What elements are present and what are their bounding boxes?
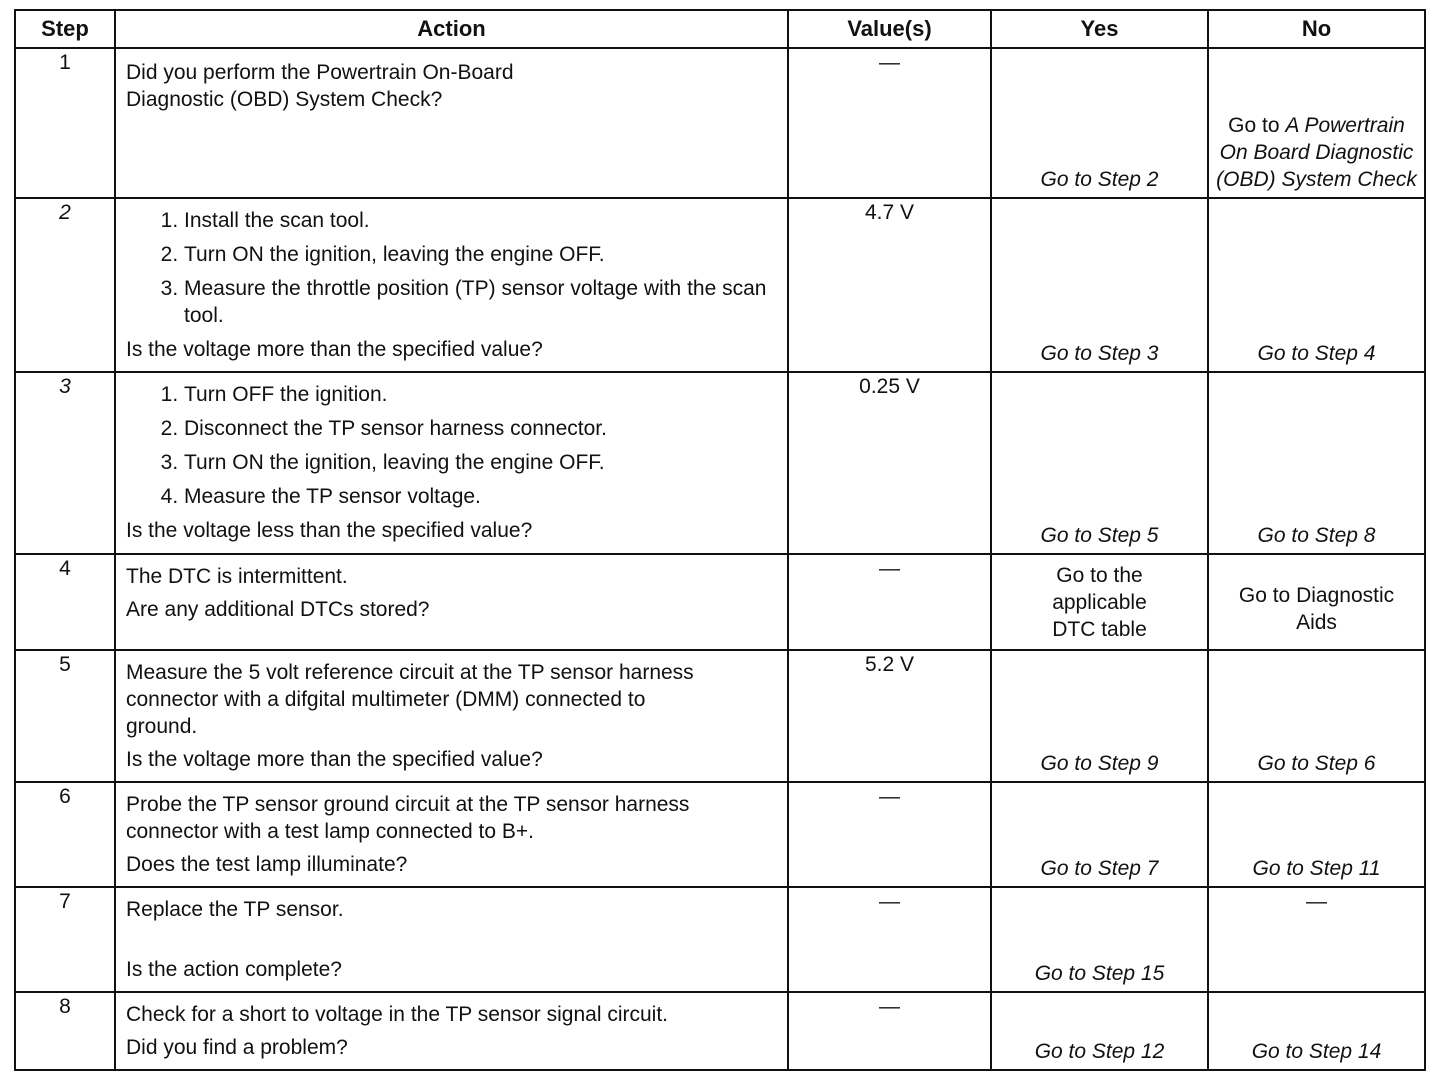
table-row [15,554,1425,650]
no-cell [1208,48,1425,198]
no-cell [1208,887,1425,992]
action-list [126,207,777,329]
action-item: 2. Disconnect the TP sensor harness connector. [184,415,777,442]
action-text: Check for a short to voltage in the TP sensor signal circuit. [126,1003,668,1026]
yes-cell [991,372,1208,554]
action-item: 3. Measure the throttle position (TP) sensor voltage with the scan tool. [184,275,777,329]
action-cell [115,372,788,554]
action-item: 4. Measure the TP sensor voltage. [184,483,777,510]
action-item: 2. Turn ON the ignition, leaving the engine OFF. [184,241,777,268]
no-link[interactable]: Go to Step 6 [1257,752,1376,775]
action-question: Are any additional DTCs stored? [126,598,430,621]
value-cell: 4.7 V [788,198,991,372]
table-row [15,198,1425,372]
table-row [15,48,1425,198]
action-question: Is the voltage more than the specified value? [126,338,543,361]
no-link[interactable] [1216,114,1417,191]
action-item: 1. Install the scan tool. [184,207,777,234]
action-list [126,381,777,510]
yes-cell [991,650,1208,782]
no-cell [1208,554,1425,650]
value-cell: — [788,554,991,650]
yes-link[interactable]: Go to Step 7 [1040,857,1159,880]
yes-link[interactable]: Go to Step 5 [1040,524,1159,547]
action-cell [115,782,788,887]
table-row [15,782,1425,887]
action-question: Is the voltage less than the specified value? [126,519,533,542]
action-question: Does the test lamp illuminate? [126,853,408,876]
action-item: 1. Turn OFF the ignition. [184,381,777,408]
step-number: 3 [15,372,115,554]
yes-link[interactable]: Go to Step 3 [1040,342,1159,365]
action-text: The DTC is intermittent. [126,565,348,588]
value-cell: — [788,992,991,1070]
no-link[interactable]: Go to Step 4 [1257,342,1376,365]
no-link[interactable]: Go to Step 8 [1257,524,1376,547]
header-no: No [1208,10,1425,48]
value-cell: 0.25 V [788,372,991,554]
step-number: 4 [15,554,115,650]
yes-cell [991,992,1208,1070]
table-row [15,650,1425,782]
action-text: Replace the TP sensor. [126,898,344,921]
action-cell [115,887,788,992]
action-cell [115,554,788,650]
yes-link[interactable]: Go to the applicable DTC table [1052,563,1147,641]
no-cell [1208,992,1425,1070]
yes-cell [991,198,1208,372]
diagnostic-table [14,9,1426,1071]
action-cell [115,992,788,1070]
value-cell: — [788,887,991,992]
no-prefix: Go to [1228,114,1280,137]
action-text: Probe the TP sensor ground circuit at the TP sensor harness connector with a test lamp connected to B+. [126,793,690,843]
table-row [15,992,1425,1070]
action-cell [115,198,788,372]
action-question: Did you find a problem? [126,1036,348,1059]
no-link[interactable]: Go to Diagnostic Aids [1238,584,1395,634]
table-row [15,372,1425,554]
step-number: 1 [15,48,115,198]
yes-link[interactable]: Go to Step 15 [1034,962,1165,985]
no-cell [1208,372,1425,554]
step-number: 6 [15,782,115,887]
action-question: Is the voltage more than the specified value? [126,748,543,771]
yes-link[interactable]: Go to Step 2 [1040,168,1159,191]
no-cell [1208,198,1425,372]
header-row [15,10,1425,48]
step-number: 2 [15,198,115,372]
header-yes: Yes [991,10,1208,48]
value-cell: — [788,782,991,887]
yes-cell [991,554,1208,650]
yes-link[interactable]: Go to Step 12 [1034,1040,1165,1063]
table-row [15,887,1425,992]
header-action: Action [115,10,788,48]
no-link[interactable]: Go to Step 11 [1252,857,1381,880]
action-question: Is the action complete? [126,958,342,981]
value-cell: — [788,48,991,198]
no-value: — [1306,890,1327,913]
yes-cell [991,782,1208,887]
header-values: Value(s) [788,10,991,48]
yes-cell [991,887,1208,992]
action-cell [115,48,788,198]
yes-cell [991,48,1208,198]
yes-link[interactable]: Go to Step 9 [1040,752,1159,775]
step-number: 8 [15,992,115,1070]
no-link[interactable]: Go to Step 14 [1251,1040,1382,1063]
value-cell: 5.2 V [788,650,991,782]
no-cell [1208,650,1425,782]
step-number: 5 [15,650,115,782]
action-cell [115,650,788,782]
header-step: Step [15,10,115,48]
action-text: Did you perform the Powertrain On-Board Diagnostic (OBD) System Check? [126,61,514,111]
action-item: 3. Turn ON the ignition, leaving the engine OFF. [184,449,777,476]
no-cell [1208,782,1425,887]
no-target: A Powertrain On Board Diagnostic (OBD) System Check [1216,114,1417,191]
action-text: Measure the 5 volt reference circuit at the TP sensor harness connector with a difgital multimeter (DMM) connected to ground. [126,661,694,738]
step-number: 7 [15,887,115,992]
